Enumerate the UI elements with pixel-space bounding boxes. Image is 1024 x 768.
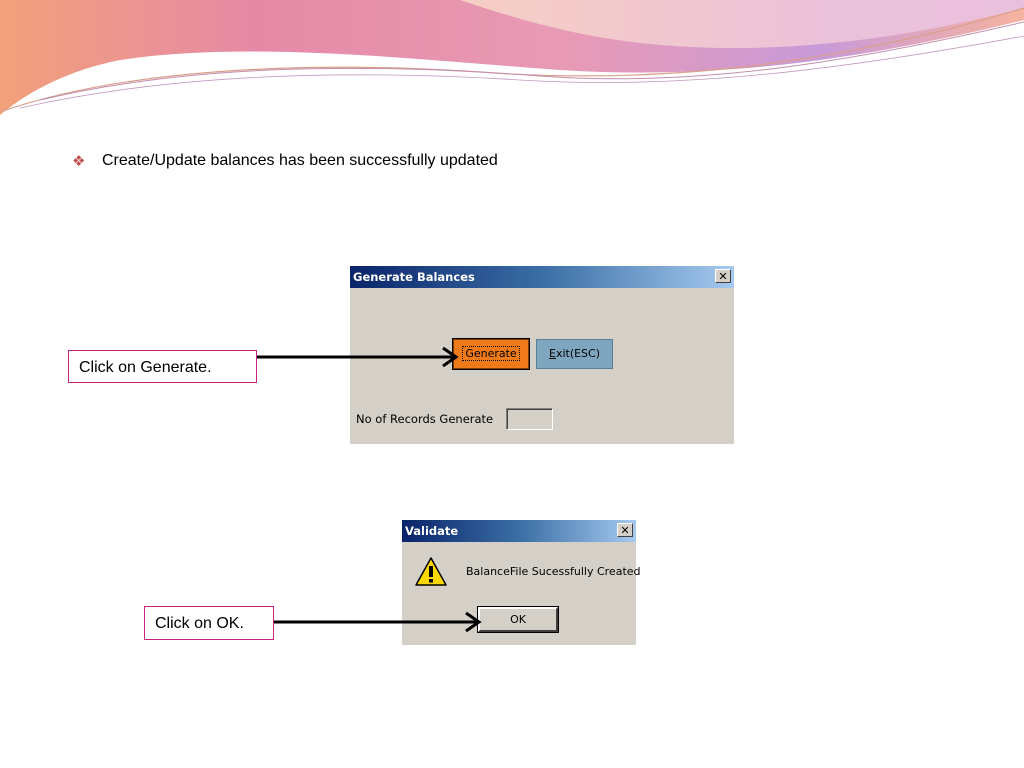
dialog-title: Validate [405,524,459,538]
diamond-bullet-icon: ❖ [72,152,86,170]
validate-dialog [402,520,641,645]
dialog-titlebar [350,266,734,288]
close-icon[interactable]: ✕ [715,269,731,283]
callout-click-ok: Click on OK. [144,606,274,640]
exit-button-label: xit(ESC) [555,347,601,360]
bullet-text: Create/Update balances has been successfully updated [102,152,498,169]
dialog-titlebar [402,520,636,542]
bullet-row [72,152,498,170]
records-generated-label: No of Records Generate [356,412,494,426]
generate-balances-dialog [350,266,734,444]
dialog-title: Generate Balances [353,270,475,284]
exit-button[interactable] [536,339,613,369]
header-swoosh-decoration [0,0,1024,130]
generate-button-label: Generate [462,346,519,361]
warning-icon [414,556,448,588]
validate-message: BalanceFile Sucessfully Created [466,565,641,578]
ok-button[interactable]: OK [478,607,558,632]
records-generated-field [506,408,553,430]
generate-button[interactable] [453,339,529,369]
close-icon[interactable]: ✕ [617,523,633,537]
exit-button-mnemonic: E [548,347,556,360]
callout-click-generate: Click on Generate. [68,350,257,383]
